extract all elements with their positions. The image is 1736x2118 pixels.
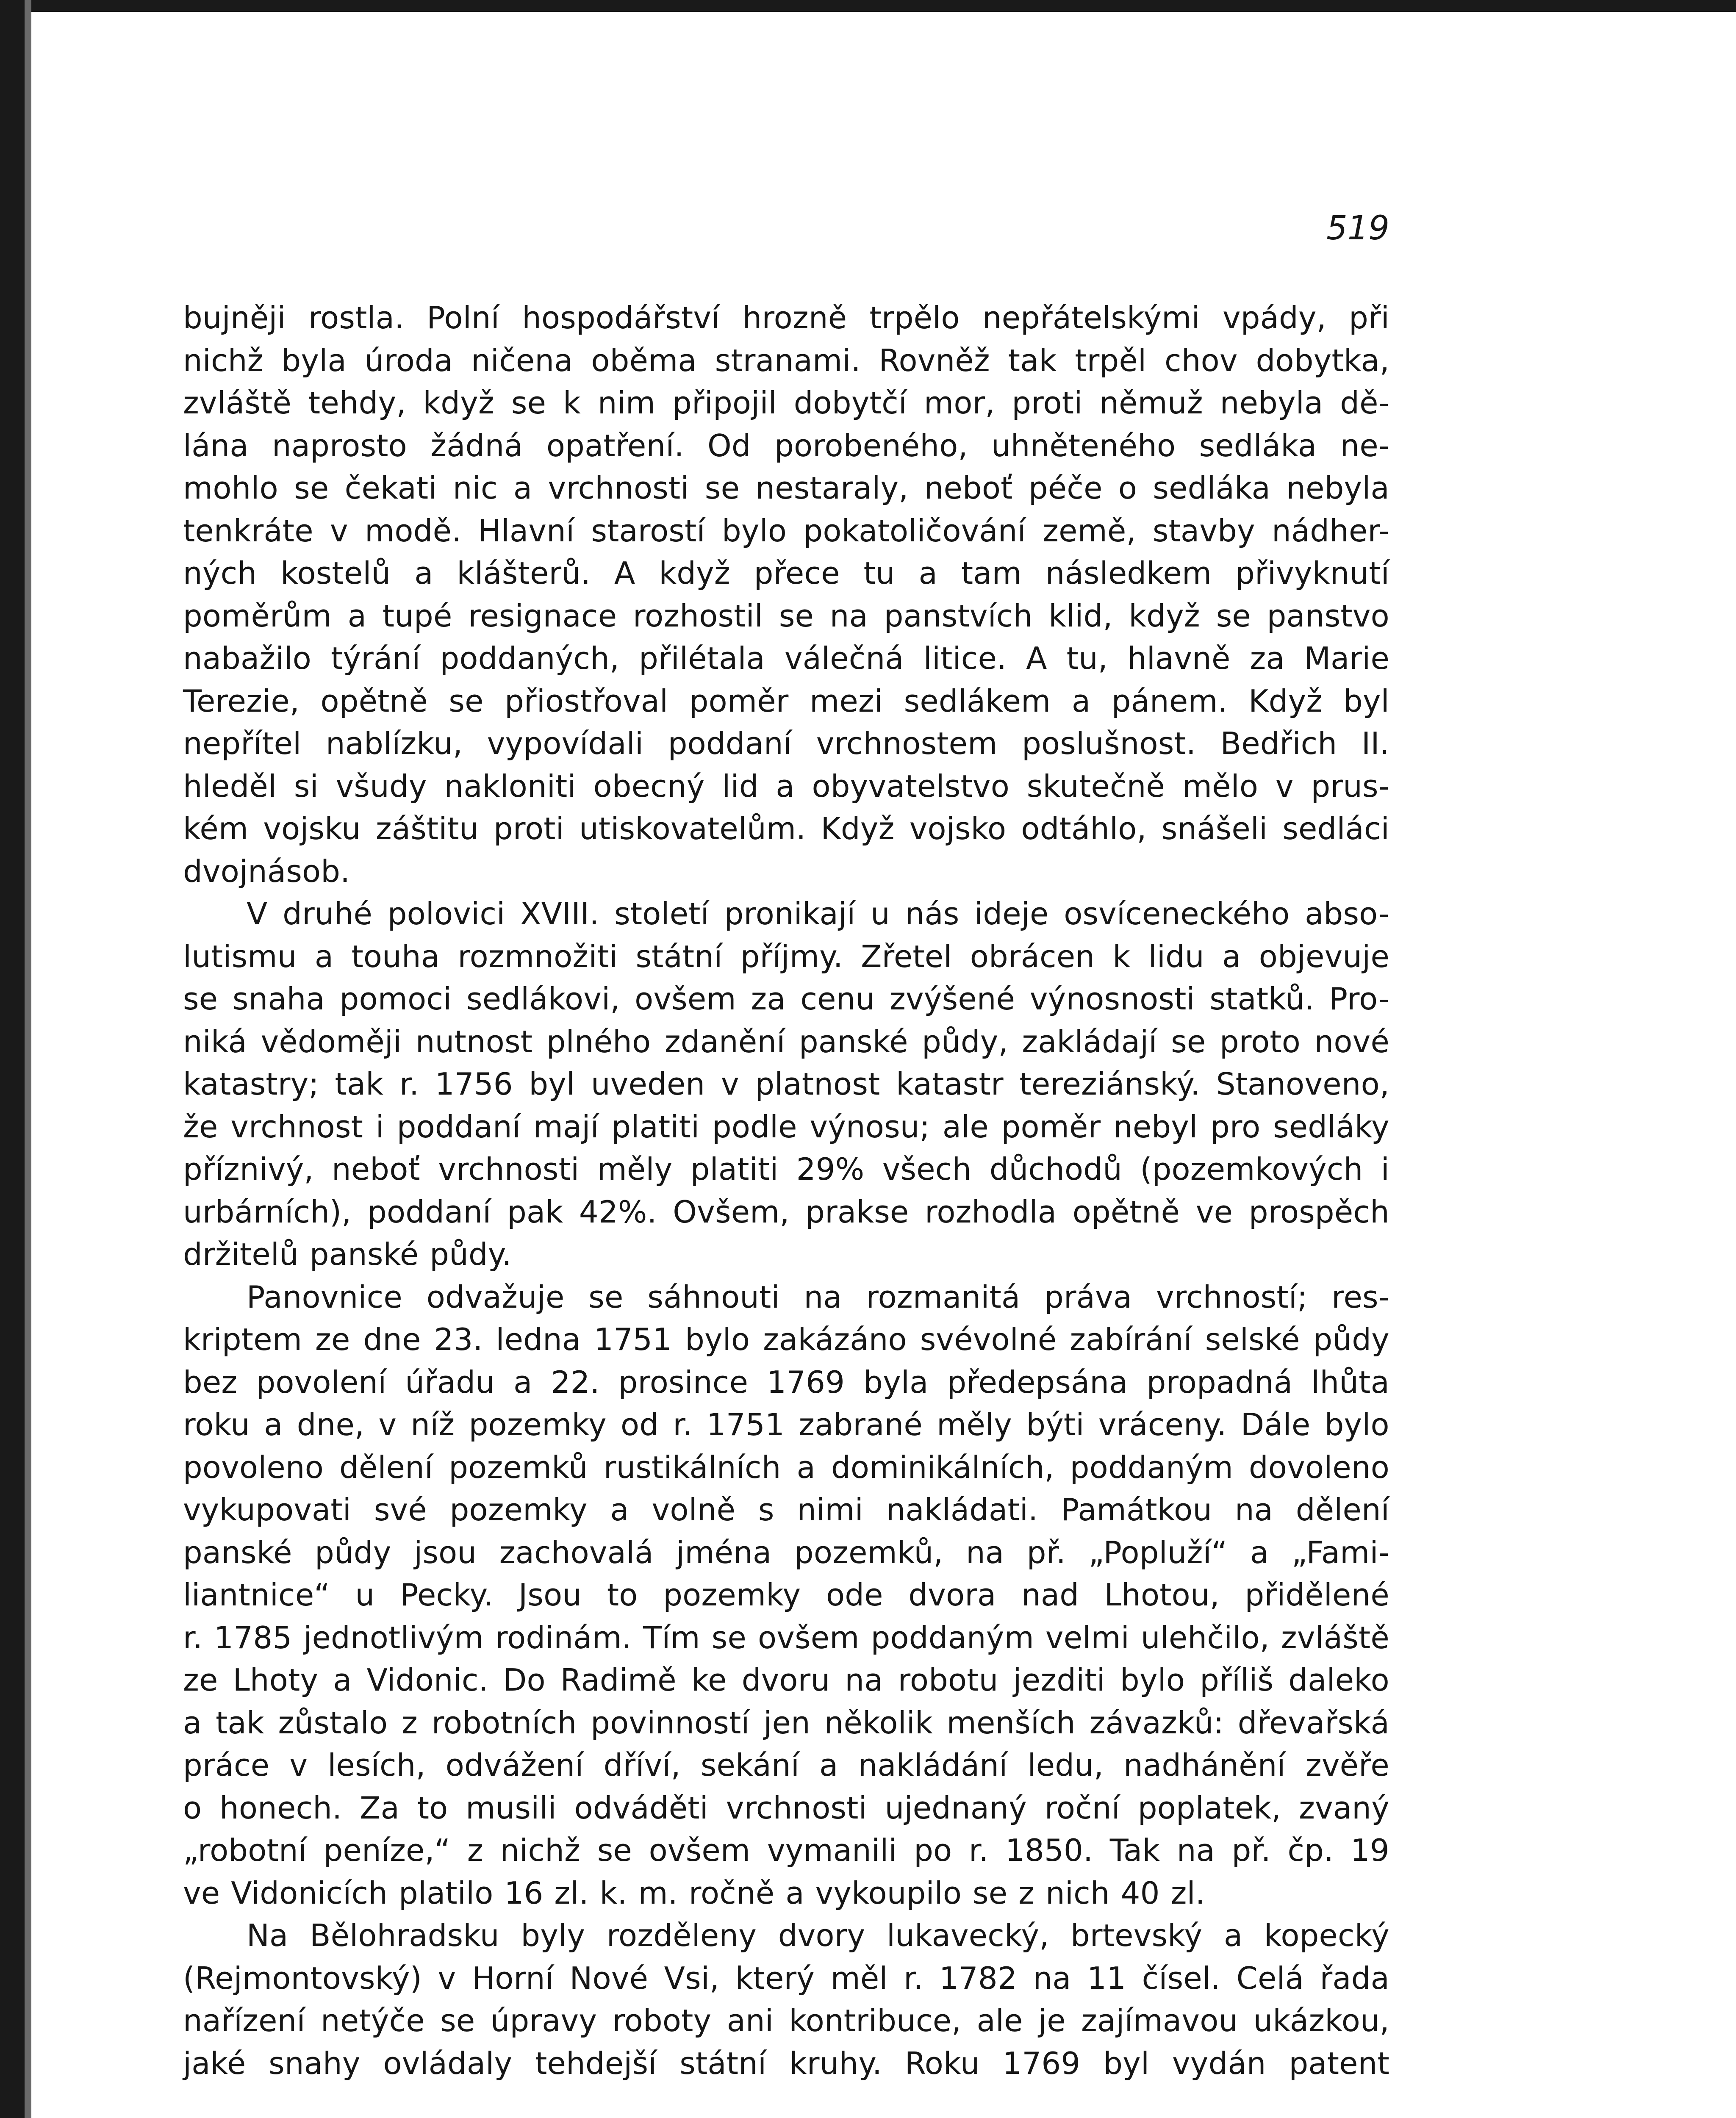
text-line: nabažilo týrání poddaných, přilétala válečná litice. A tu, hlavně za Marie xyxy=(183,640,1389,676)
text-line: ze Lhoty a Vidonic. Do Radimě ke dvoru na robotu jezditi bylo příliš daleko xyxy=(183,1662,1389,1698)
text-line: mohlo se čekati nic a vrchnosti se nestaraly, neboť péče o sedláka nebyla xyxy=(183,470,1389,506)
text-line: Terezie, opětně se přiostřoval poměr mezi sedlákem a pánem. Když byl xyxy=(183,683,1389,719)
text-line: jaké snahy ovládaly tehdejší státní kruhy. Roku 1769 byl vydán patent xyxy=(183,2045,1389,2081)
text-line: dvojnásob. xyxy=(183,853,350,889)
text-line: (Rejmontovský) v Horní Nové Vsi, který měl r. 1782 na 11 čísel. Celá řada xyxy=(183,1960,1389,1996)
text-line: že vrchnost i poddaní mají platiti podle výnosu; ale poměr nebyl pro sedláky xyxy=(183,1109,1389,1145)
text-line: nařízení netýče se úpravy roboty ani kontribuce, ale je zajímavou ukázkou, xyxy=(183,2003,1389,2038)
text-line: ve Vidonicích platilo 16 zl. k. m. ročně a vykoupilo se z nich 40 zl. xyxy=(183,1875,1205,1911)
text-line: bujněji rostla. Polní hospodářství hrozně trpělo nepřátelskými vpády, při xyxy=(183,300,1389,335)
text-line: poměrům a tupé resignace rozhostil se na panstvích klid, když se panstvo xyxy=(183,598,1389,634)
text-line: příznivý, neboť vrchnosti měly platiti 29% všech důchodů (pozemkových i xyxy=(183,1151,1389,1187)
text-line: se snaha pomoci sedlákovi, ovšem za cenu zvýšené výnosnosti statků. Pro- xyxy=(183,981,1389,1017)
text-line: katastry; tak r. 1756 byl uveden v platnost katastr tereziánský. Stanoveno, xyxy=(183,1066,1389,1102)
text-line: držitelů panské půdy. xyxy=(183,1236,512,1272)
text-line: hleděl si všudy nakloniti obecný lid a obyvatelstvo skutečně mělo v prus- xyxy=(183,768,1389,804)
text-line: práce v lesích, odvážení dříví, sekání a nakládání ledu, nadhánění zvěře xyxy=(183,1747,1389,1783)
text-line: bez povolení úřadu a 22. prosince 1769 byla předepsána propadná lhůta xyxy=(183,1364,1389,1400)
page-number: 519 xyxy=(1326,209,1389,247)
text-line: „robotní peníze,“ z nichž se ovšem vymanili po r. 1850. Tak na př. čp. 19 xyxy=(183,1832,1389,1868)
text-line: Panovnice odvažuje se sáhnouti na rozmanitá práva vrchností; res- xyxy=(247,1279,1389,1315)
text-line: nepřítel nablízku, vypovídali poddaní vrchnostem poslušnost. Bedřich II. xyxy=(183,726,1389,761)
text-line: a tak zůstalo z robotních povinností jen několik menších závazků: dřevařská xyxy=(183,1705,1389,1741)
text-line: urbárních), poddaní pak 42%. Ovšem, prakse rozhodla opětně ve prospěch xyxy=(183,1194,1389,1230)
text-line: povoleno dělení pozemků rustikálních a dominikálních, poddaným dovoleno xyxy=(183,1449,1389,1485)
text-line: tenkráte v modě. Hlavní starostí bylo pokatoličování země, stavby nádher- xyxy=(183,513,1389,549)
text-line: lutismu a touha rozmnožiti státní příjmy. Zřetel obrácen k lidu a objevuje xyxy=(183,938,1389,974)
text-line: nichž byla úroda ničena oběma stranami. Rovněž tak trpěl chov dobytka, xyxy=(183,342,1389,378)
text-line: V druhé polovici XVIII. století pronikají u nás ideje osvíceneckého abso- xyxy=(247,896,1389,931)
scan-border-left-shadow xyxy=(25,0,31,2118)
text-line: Na Bělohradsku byly rozděleny dvory lukavecký, brtevský a kopecký xyxy=(247,1918,1389,1953)
scan-border-top xyxy=(0,0,1736,12)
text-line: o honech. Za to musili odváděti vrchnosti ujednaný roční poplatek, zvaný xyxy=(183,1790,1389,1826)
text-line: panské půdy jsou zachovalá jména pozemků, na př. „Popluží“ a „Fami- xyxy=(183,1534,1389,1570)
text-line: kém vojsku záštitu proti utiskovatelům. Když vojsko odtáhlo, snášeli sedláci xyxy=(183,811,1389,846)
text-line: zvláště tehdy, když se k nim připojil dobytčí mor, proti němuž nebyla dě- xyxy=(183,385,1389,421)
text-line: r. 1785 jednotlivým rodinám. Tím se ovšem poddaným velmi ulehčilo, zvláště xyxy=(183,1619,1389,1655)
text-line: vykupovati své pozemky a volně s nimi nakládati. Památkou na dělení xyxy=(183,1492,1389,1528)
scan-border-left xyxy=(0,0,25,2118)
text-line: kriptem ze dne 23. ledna 1751 bylo zakázáno svévolné zabírání selské půdy xyxy=(183,1322,1389,1357)
text-line: niká vědoměji nutnost plného zdanění panské půdy, zakládají se proto nové xyxy=(183,1023,1389,1059)
text-line: roku a dne, v níž pozemky od r. 1751 zabrané měly býti vráceny. Dále bylo xyxy=(183,1407,1389,1442)
text-line: liantnice“ u Pecky. Jsou to pozemky ode dvora nad Lhotou, přidělené xyxy=(183,1577,1389,1613)
body-text xyxy=(183,297,1389,2085)
text-line: ných kostelů a klášterů. A když přece tu a tam následkem přivyknutí xyxy=(183,555,1389,591)
text-line: lána naprosto žádná opatření. Od porobeného, uhněteného sedláka ne- xyxy=(183,427,1389,463)
